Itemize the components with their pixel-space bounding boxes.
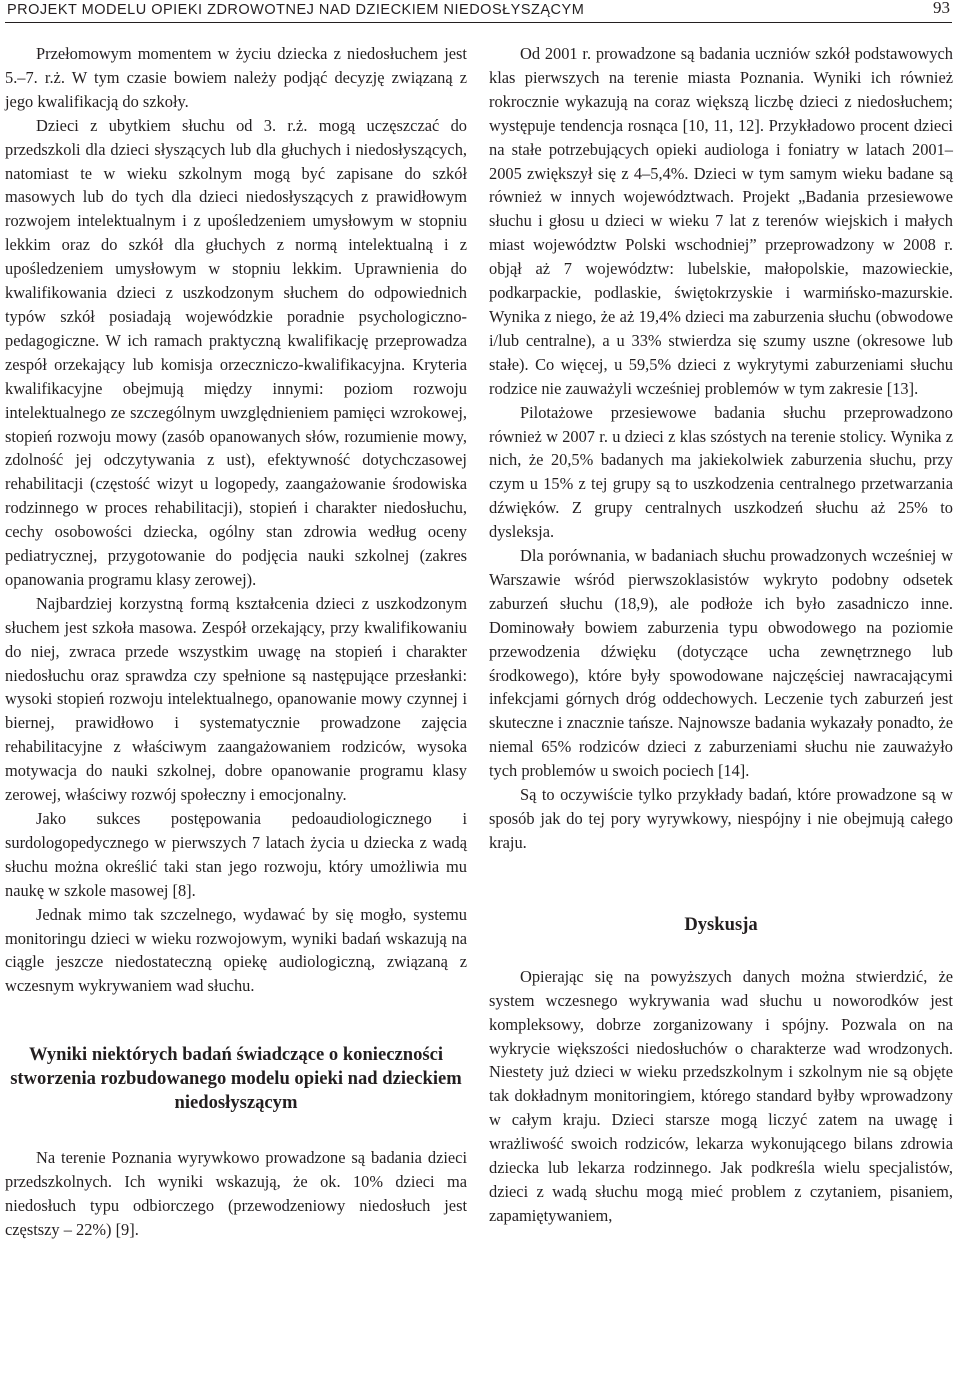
paragraph: Jednak mimo tak szczelnego, wydawać by się mogło, systemu monitoringu dzieci w wieku rozwojowym, wyniki badań wskazują na ciągle jeszcze niedostateczną opiekę audiologiczną, związaną z wczesnym wykrywaniem wad słuchu. xyxy=(5,904,467,996)
paragraph: Jako sukces postępowania pedoaudiologicznego i surdologopedycznego w pierwszych 7 latach życia u dziecka z wadą słuchu można określić taki stan jego rozwoju, który umożliwia mu naukę w szkole masowej [8]. xyxy=(5,809,467,900)
paragraph: Przełomowym momentem w życiu dziecka z niedosłuchem jest 5.–7. r.ż. W tym czasie bowiem należy podjąć decyzję związaną z jego kwalifikacją do szkoły. xyxy=(5,44,467,111)
section-heading-discussion: Dyskusja xyxy=(684,913,758,935)
paragraph: Dla porównania, w badaniach słuchu prowadzonych wcześniej w Warszawie wśród pierwszoklasistów wykryto podobny odsetek zaburzeń słuchu (18,9), ale podłoże ich było zasadniczo inne. Dominowały bowiem zaburzenia typu obwodowego na poziomie przewodzenia dźwięku (dotyczące ucha zewnętrznego lub środkowego), które były spowodowane najczęściej nawracającymi infekcjami górnych dróg oddechowych. Leczenie tych zaburzeń jest skuteczne i znacznie tańsze. Najnowsze badania wykazały ponadto, że niemal 65% rodziców dzieci z zaburzeniami słuchu nie zauważyło tych problemów u swoich pociech [14]. xyxy=(489,546,953,781)
paragraph: Od 2001 r. prowadzone są badania uczniów szkół podstawowych klas pierwszych na terenie miasta Poznania. Wyniki ich również rokrocznie wykazują na coraz większą liczbę dzieci z niedosłuchem; występuje tendencja rosnąca [10, 11, 12]. Przykładowo procent dzieci na stałe potrzebujących opieki audiologa i foniatry w latach 2001–2005 zwiększył się z 4–5,4%. Dzieci w tym samym wieku badane są również w innych województwach. Projekt „Badania przesiewowe słuchu i głosu u dzieci w wieku 7 lat z terenów wiejskich i małych miast województw Polski wschodniej” przeprowadzony w 2008 r. objął aż 7 województw: lubelskie, małopolskie, mazowieckie, podkarpackie, podlaskie, świętokrzyskie i warmińsko-mazurskie. Wynika z niego, że aż 19,4% dzieci ma zaburzenia słuchu (obwodowe i/lub centralne), a u 33% stwierdza się szumy uszne (okresowe lub stałe). Co więcej, u 59,5% dzieci z wykrytymi zaburzeniami słuchu rodzice nie zauważyli wcześniej problemów w tym zakresie [13]. xyxy=(489,44,953,398)
paragraph: Pilotażowe przesiewowe badania słuchu przeprowadzono również w 2007 r. u dzieci z klas szóstych na terenie stolicy. Wynika z nich, że 20,5% badanych ma jakiekolwiek zaburzenia słuchu, przy czym u 15% z tej grupy są to uszkodzenia centralnego przetwarzania dźwięków. Z grupy centralnych uszkodzeń słuchu aż 25% to dysleksja. xyxy=(489,402,953,542)
paragraph: Dzieci z ubytkiem słuchu od 3. r.ż. mogą uczęszczać do przedszkoli dla dzieci słyszących lub dla głuchych i niedosłyszących, natomiast te w wieku szkolnym mogą być zapisane do szkół masowych lub do tych dla dzieci niedosłyszących z prawidłowym rozwojem intelektualnym i z upośledzeniem umysłowym w stopniu lekkim oraz do szkół dla głuchych z normą intelektualną i z upośledzeniem umysłowym w stopniu lekkim. Uprawnienia do kwalifikowania dzieci z uszkodzonym słuchem do odpowiednich typów szkół posiadają wojewódzkie poradnie psychologiczno-pedagogiczne. W ich ramach praktyczną kwalifikację przeprowadza zespół orzekający lub komisja orzeczniczo-kwalifikacyjna. Kryteria kwalifikacyjne obejmują między innymi: poziom rozwoju intelektualnego ze szczególnym uwzględnieniem pamięci wzrokowej, stopień rozwoju mowy (zasób opanowanych słów, rozumienie mowy, zdolność jej odczytywania z ust), efektywność dotychczasowej rehabilitacji (częstość wizyt u logopedy, zaangażowanie środowiska rodzinnego w proces rehabilitacji), stopień i charakter niedosłuchu, cechy osobowości dziecka, ogólny stan zdrowia według oceny pediatrycznej, przygotowanie do podjęcia nauki szkolnej (zakres opanowania programu klasy zerowej). xyxy=(5,115,467,589)
right-column xyxy=(489,42,953,1228)
paragraph: Na terenie Poznania wyrywkowo prowadzone są badania dzieci przedszkolnych. Ich wyniki wskazują, że ok. 10% dzieci ma niedosłuch typu odbiorczego (przewodzeniowy niedosłuch jest częstszy – 22%) [9]. xyxy=(5,1148,467,1239)
paragraph: Najbardziej korzystną formą kształcenia dzieci z uszkodzonym słuchem jest szkoła masowa. Zespół orzekający, przy kwalifikowaniu do niej, zwraca przede wszystkim uwagę na stopień i charakter niedosłuchu oraz sprawdza czy spełnione są następujące przesłanki: wysoki stopień rozwoju intelektualnego, opanowanie mowy czynnej i biernej, prawidłowo i systematycznie prowadzone zajęcia rehabilitacyjne z właściwym zaangażowaniem rodziców, wysoka motywacja do nauki szkolnej, dobre opanowanie programu klasy zerowej, właściwy rozwój społeczny i emocjonalny. xyxy=(5,593,467,805)
section-heading-results: Wyniki niektórych badań świadczące o konieczności stworzenia rozbudowanego modelu opieki nad dzieckiem niedosłyszącym xyxy=(10,1044,462,1114)
paragraph: Opierając się na powyższych danych można stwierdzić, że system wczesnego wykrywania wad słuchu u noworodków jest kompleksowy, dobrze zorganizowany i spójny. Pozwala on na wykrycie większości niedosłuchów o charakterze wad wrodzonych. Niestety już dzieci w wieku przedszkolnym i szkolnym nie są objęte tak dokładnym monitoringiem, którego standard byłby wprowadzony w całym kraju. Dzieci starsze mogą liczyć zatem na uwagę i wrażliwość swoich rodziców, lekarza wykonującego bilans zdrowia dziecka lub lekarza rodzinnego. Jak podkreśla wielu specjalistów, dzieci z wadą słuchu mogą mieć problem z czytaniem, pisaniem, zapamiętywaniem, xyxy=(489,966,953,1225)
paragraph: Są to oczywiście tylko przykłady badań, które prowadzone są w sposób jak do tej pory wyrywkowy, niespójny i nie obejmują całego kraju. xyxy=(489,785,953,852)
left-column xyxy=(5,42,467,1242)
running-title: PROJEKT MODELU OPIEKI ZDROWOTNEJ NAD DZIECKIEM NIEDOSŁYSZĄCYM xyxy=(7,2,585,18)
running-header xyxy=(5,0,952,23)
page-number: 93 xyxy=(933,0,950,17)
